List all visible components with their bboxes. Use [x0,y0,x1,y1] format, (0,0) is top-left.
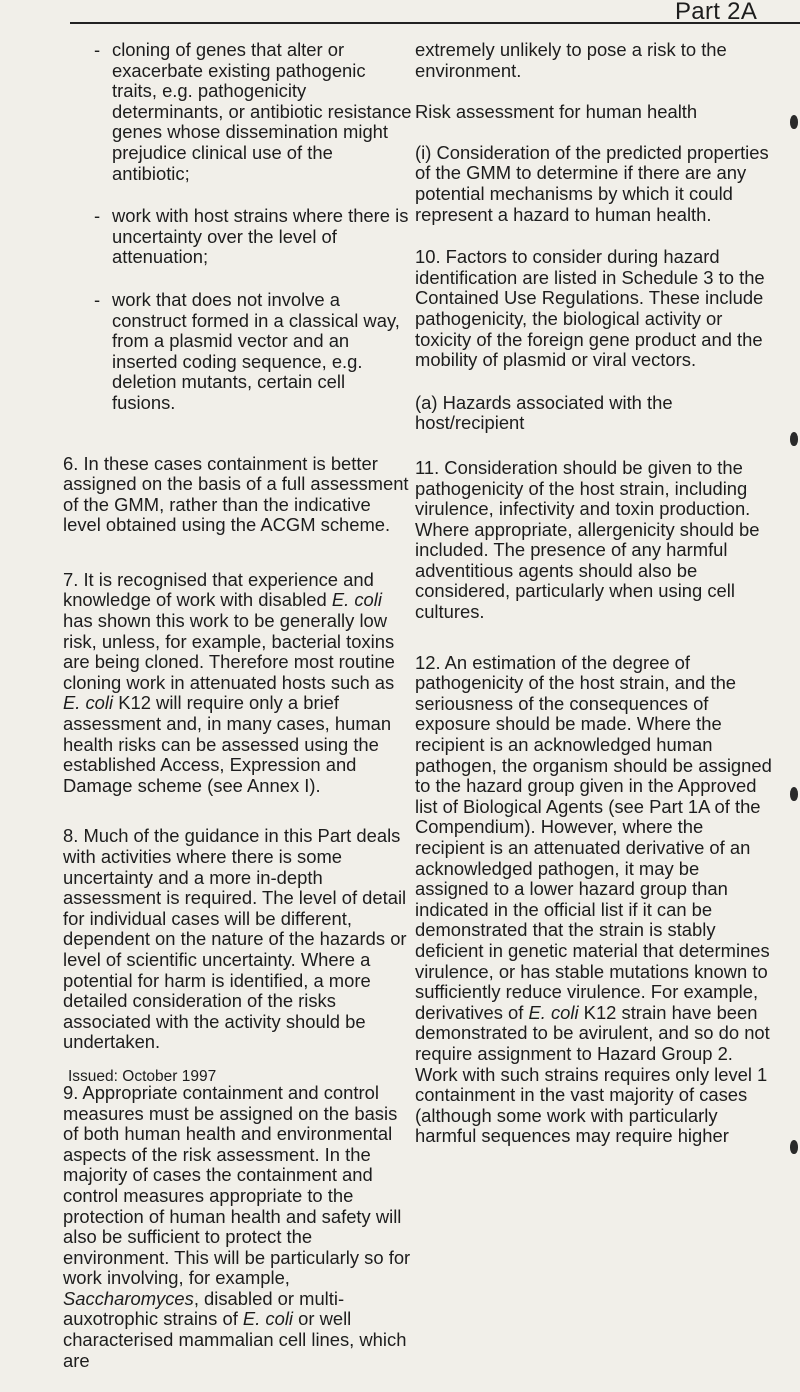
binding-hole-mark [790,115,798,129]
bullet-dash: - [94,205,101,227]
subsection-heading: (i) Consideration of the predicted properties of the GMM to determine if there are any potential mechanisms by which it could represent a hazard to human health. [415,141,769,225]
paragraph-8: 8. Much of the guidance in this Part deals with activities where there is some uncertainty and a more in-depth assessment is required. The level of detail for individual cases will be different, dependent on the nature of the hazards or level of scientific uncertainty. Where a potential for harm is identified, a more detailed consideration of the risks associated with the activity should be undertaken. [63,825,407,1053]
paragraph-11: 11. Consideration should be given to the pathogenicity of the host strain, including virulence, infectivity and toxin production. Where appropriate, allergenicity should be included. The presence of any harmful adventitious agents should also be considered, particularly when using cell cultures. [415,456,760,623]
bullet-text: cloning of genes that alter or exacerbate existing pathogenic traits, e.g. pathogenicity determinants, or antibiotic resistance genes whose dissemination might prejudice clinical use of the antibiotic; [112,39,412,184]
bullet-item [63,290,413,414]
issued-date: Issued: October 1997 [68,1068,217,1085]
right-column [415,40,775,1167]
binding-hole-mark [790,1140,798,1154]
paragraph-10: 10. Factors to consider during hazard identification are listed in Schedule 3 to the Contained Use Regulations. These include pathogenicity, the biological activity or toxicity of the foreign gene product and the mobility of plasmid or viral vectors. [415,246,765,371]
section-heading: Risk assessment for human health [415,100,698,122]
left-column [63,40,413,1392]
binding-hole-mark [790,432,798,446]
paragraph-6: 6. In these cases containment is better assigned on the basis of a full assessment of the GMM, rather than the indicative level obtained using the ACGM scheme. [63,452,409,536]
paragraph-7: 7. It is recognised that experience and knowledge of work with disabled E. coli has shown this work to be generally low risk, unless, for example, bacterial toxins are being cloned. Therefore most routine cloning work in attenuated hosts such as E. coli K12 will require only a brief assessment and, in many cases, human health risks can be assessed using the established Access, Expression and Damage scheme (see Annex I). [63,568,395,796]
continued-text: extremely unlikely to pose a risk to the environment. [415,39,727,81]
subsection-heading: (a) Hazards associated with the host/recipient [415,391,673,434]
binding-hole-mark [790,787,798,801]
bullet-text: work with host strains where there is uncertainty over the level of attenuation; [112,205,409,268]
paragraph-9: 9. Appropriate containment and control measures must be assigned on the basis of both human health and environmental aspects of the risk assessment. In the majority of cases the containment and control measures appropriate to the protection of human health and safety will also be sufficient to protect the environment. This will be particularly so for work involving, for example, Saccharomyces, disabled or multi-auxotrophic strains of E. coli or well characterised mammalian cell lines, which are [63,1081,411,1371]
bullet-text: work that does not involve a construct formed in a classical way, from a plasmid vector and an inserted coding sequence, e.g. deletion mutants, certain cell fusions. [112,288,400,413]
part-label: Part 2A [675,0,758,25]
bullet-item [63,206,413,268]
bullet-item [63,40,413,184]
bullet-dash: - [94,288,101,310]
paragraph-12: 12. An estimation of the degree of pathogenicity of the host strain, and the seriousness of the consequences of exposure should be made. Where the recipient is an acknowledged human pathogen, the organism should be assigned to the hazard group given in the Approved list of Biological Agents (see Part 1A of the Compendium). However, where the recipient is an attenuated derivative of an acknowledged pathogen, it may be assigned to a lower hazard group than indicated in the official list if it can be demonstrated that the strain is stably deficient in genetic material that determines virulence, or has stable mutations known to sufficiently reduce virulence. For example, derivatives of E. coli K12 strain have been demonstrated to be avirulent, and so do not require assignment to Hazard Group 2. Work with such strains requires only level 1 containment in the vast majority of cases (although some work with particularly harmful sequences may require higher [415,651,772,1147]
bullet-dash: - [94,39,101,60]
